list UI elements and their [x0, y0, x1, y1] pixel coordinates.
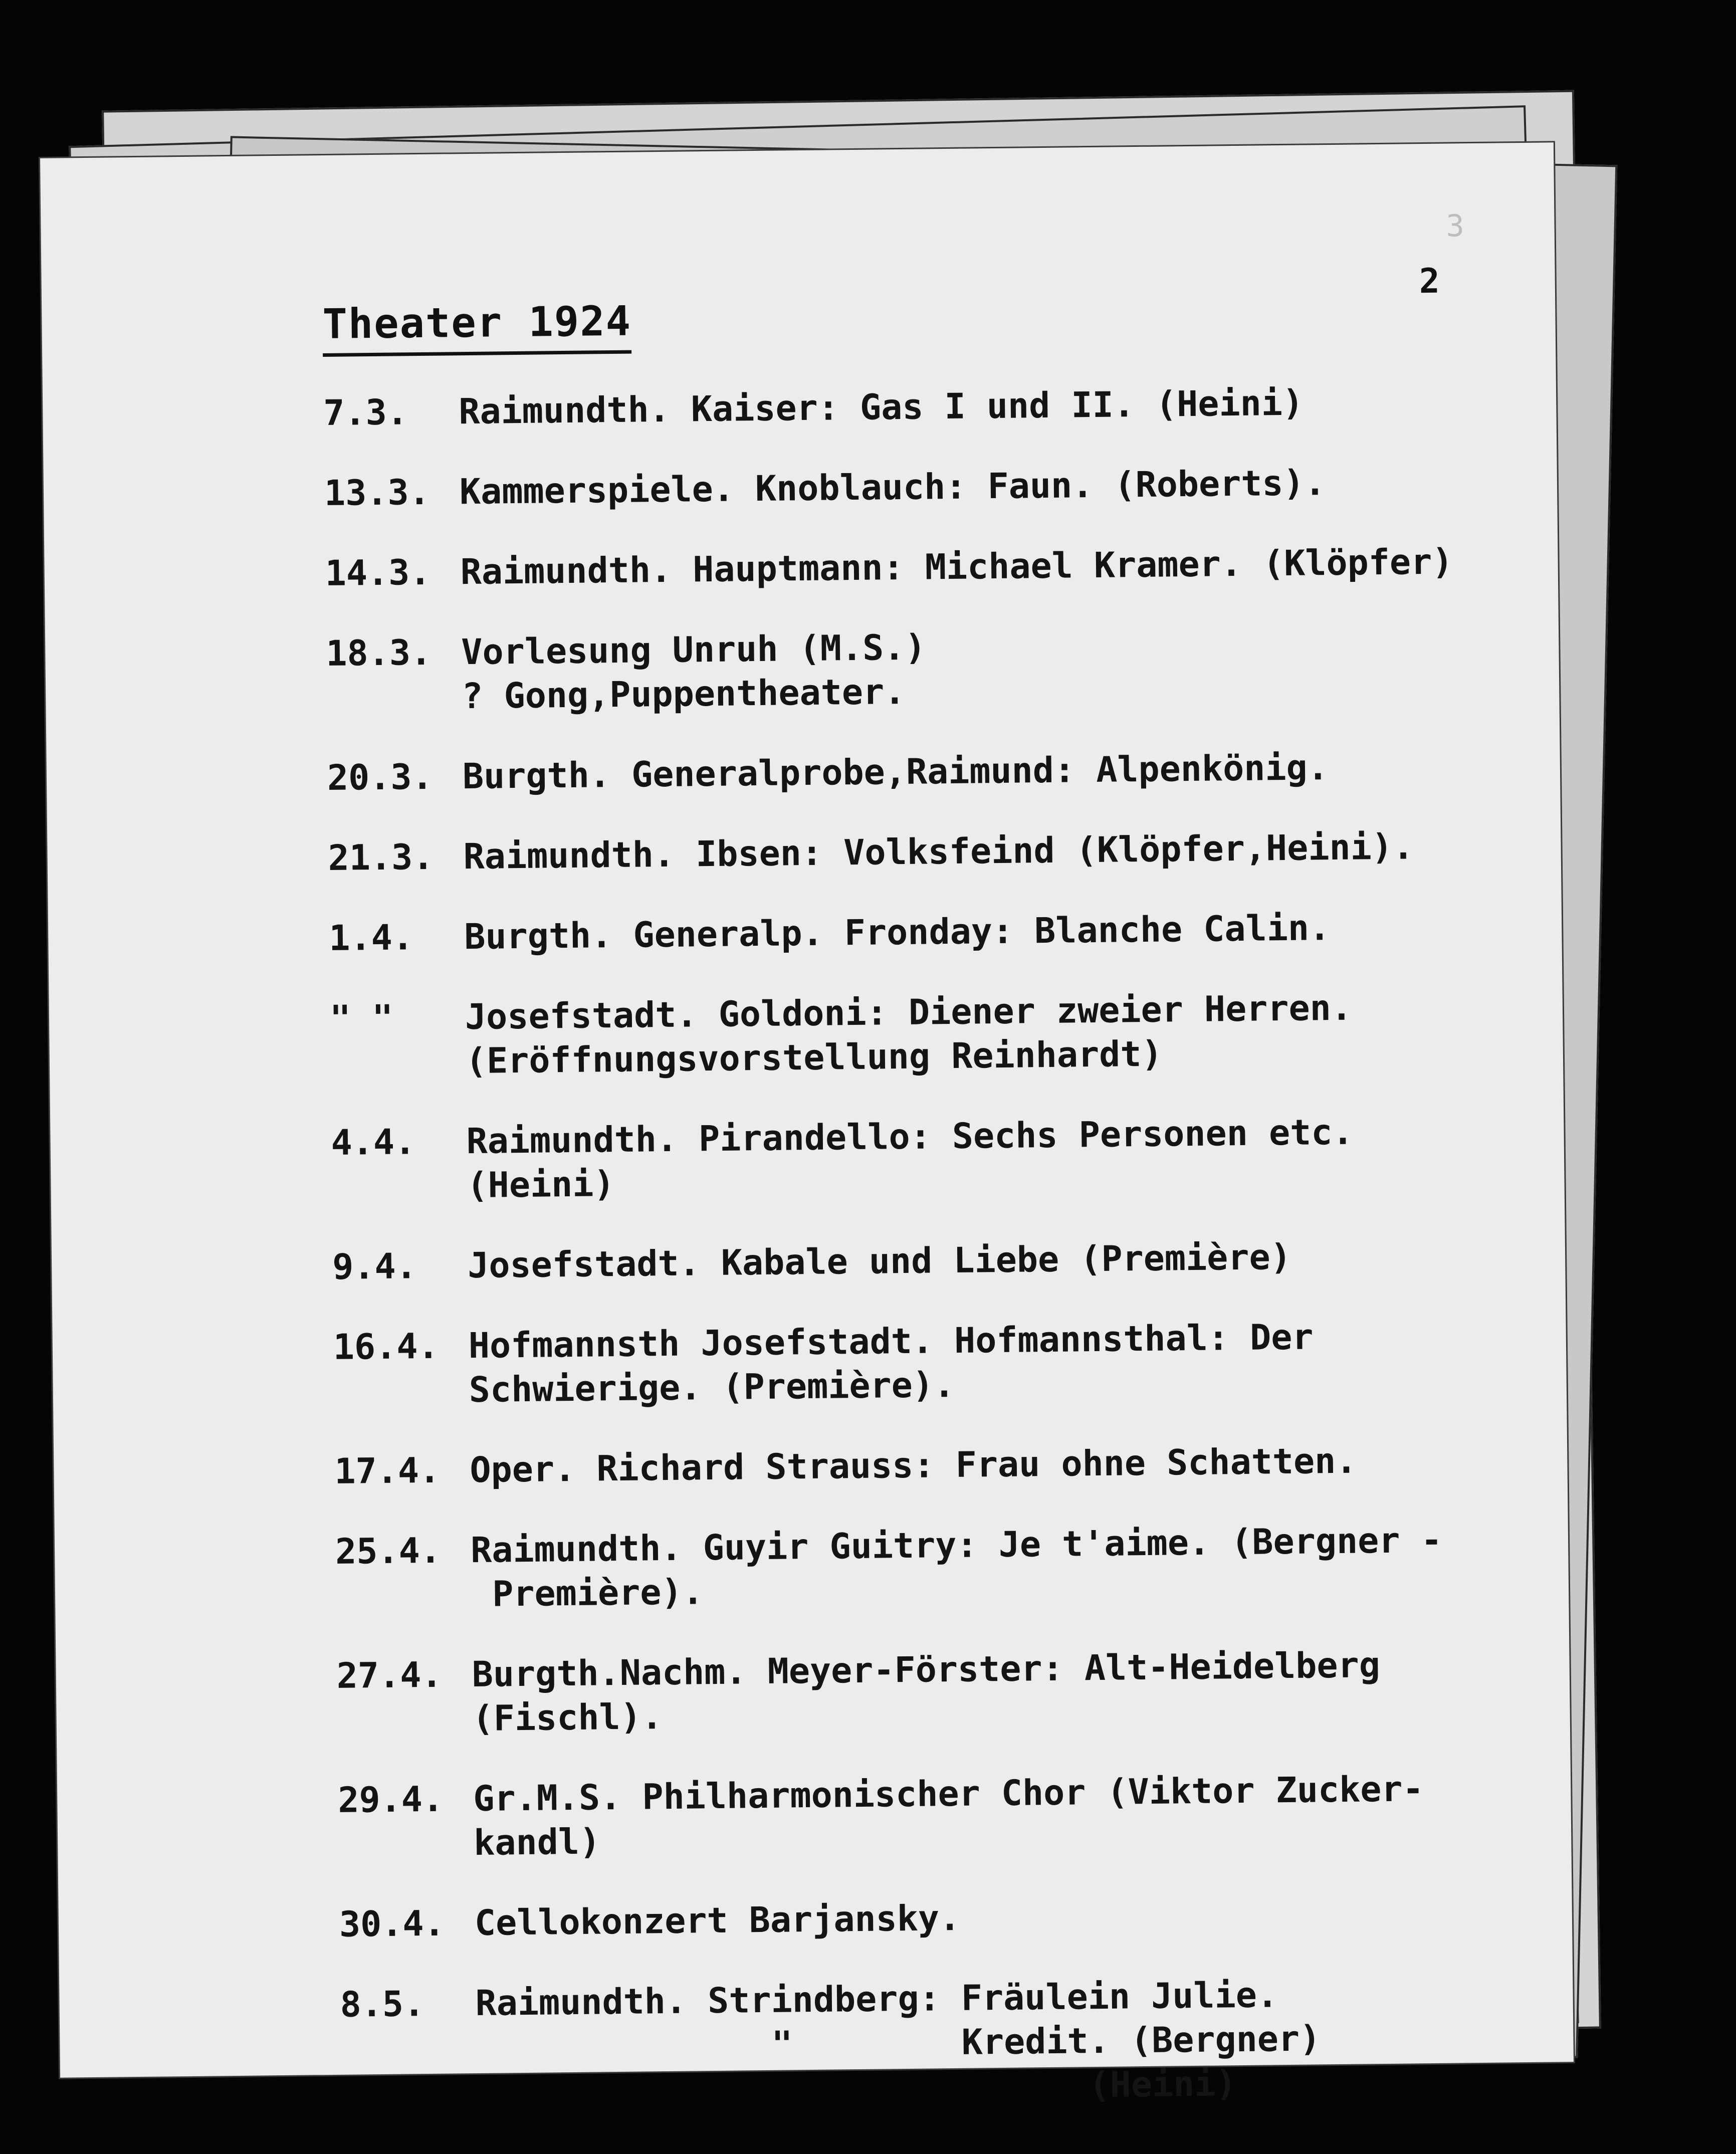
entry-text	[463, 823, 1511, 879]
entry-date: " "	[329, 997, 393, 1039]
entry-text	[471, 1517, 1519, 1616]
diary-entry	[332, 1232, 1515, 1289]
entry-text	[472, 1641, 1520, 1741]
diary-entry	[323, 378, 1506, 435]
entry-date: 29.4.	[337, 1778, 444, 1821]
entry-date: 13.3.	[324, 471, 430, 514]
entry-line: Kammerspiele. Knoblauch: Faun. (Roberts).	[459, 462, 1326, 513]
entry-text	[468, 1232, 1515, 1287]
entry-line: Première).	[471, 1571, 704, 1615]
diary-entry	[325, 539, 1508, 595]
entry-date: 20.3.	[327, 756, 433, 798]
entry-text	[468, 1313, 1516, 1412]
entry-text	[470, 1437, 1517, 1492]
page-number: 2	[1419, 261, 1440, 302]
entry-line: " Kredit. (Bergner)	[476, 2018, 1321, 2068]
entry-line: Burgth. Generalprobe,Raimund: Alpenkönig.	[462, 747, 1329, 797]
entry-text	[459, 378, 1506, 434]
entry-line: (Heini)	[467, 1163, 615, 1206]
entry-date: 8.5.	[340, 1983, 425, 2025]
typed-page	[40, 142, 1574, 2112]
diary-entry	[331, 1108, 1514, 1209]
entry-date: 4.4.	[331, 1121, 416, 1163]
entry-date: 9.4.	[332, 1245, 417, 1287]
entry-line: Raimundth. Guyir Guitry: Je t'aime. (Bergner -	[470, 1519, 1443, 1571]
entry-date: 25.4.	[335, 1530, 442, 1572]
entry-date: 27.4.	[336, 1654, 443, 1696]
diary-entry	[338, 1766, 1522, 1866]
diary-entry	[336, 1641, 1520, 1742]
entry-line: kandl)	[473, 1821, 601, 1864]
entry-text	[464, 904, 1512, 959]
diary-entry	[329, 904, 1512, 960]
entry-text	[465, 984, 1513, 1083]
entry-text	[475, 1970, 1524, 2113]
entry-text	[460, 539, 1508, 594]
diary-entry	[340, 1970, 1524, 2115]
entry-line: Gr.M.S. Philharmonischer Chor (Viktor Zucker-	[473, 1768, 1424, 1820]
page-title: Theater 1924	[322, 298, 632, 357]
diary-entry	[326, 619, 1509, 720]
entry-line: (Heini)	[476, 2063, 1237, 2112]
entry-line: Raimundth. Ibsen: Volksfeind (Klöpfer,Heini).	[463, 826, 1414, 878]
entry-line: Raimundth. Kaiser: Gas I und II. (Heini)	[458, 382, 1304, 433]
entry-line: Josefstadt. Goldoni: Diener zweier Herren.	[465, 987, 1353, 1038]
diary-entry	[333, 1313, 1516, 1413]
entry-line: ? Gong,Puppentheater.	[461, 671, 906, 717]
entry-line: Oper. Richard Strauss: Frau ohne Schatten.	[470, 1440, 1357, 1491]
entry-line: Josefstadt. Kabale und Liebe (Première)	[467, 1236, 1292, 1286]
entry-line: Schwierige. (Première).	[469, 1364, 955, 1411]
entry-date: 21.3.	[328, 836, 434, 879]
entry-line: Cellokonzert Barjansky.	[474, 1897, 961, 1944]
diary-entry	[335, 1517, 1519, 1618]
entry-line: Burgth. Generalp. Fronday: Blanche Calin.	[464, 907, 1331, 958]
diary-entry	[334, 1437, 1517, 1493]
entry-date: 17.4.	[334, 1449, 441, 1492]
entry-line: Hofmannsth Josefstadt. Hofmannsthal: Der	[468, 1316, 1314, 1367]
entry-date: 14.3.	[325, 551, 431, 594]
entry-text	[473, 1766, 1522, 1865]
entry-text	[474, 1890, 1522, 1945]
diary-entry	[330, 984, 1513, 1085]
entry-text	[463, 743, 1510, 798]
entry-date: 7.3.	[323, 391, 408, 434]
diary-entry	[327, 743, 1510, 800]
ghost-page-number: 3	[1446, 208, 1464, 244]
diary-entry	[328, 823, 1511, 880]
entry-date: 30.4.	[339, 1902, 446, 1945]
entry-date: 1.4.	[328, 917, 414, 959]
entry-line: Burgth.Nachm. Meyer-Förster: Alt-Heidelberg	[472, 1644, 1381, 1695]
entry-text	[466, 1108, 1514, 1207]
entry-line: (Fischl).	[472, 1696, 663, 1740]
entry-line: Vorlesung Unruh (M.S.)	[461, 626, 926, 673]
entry-line: Raimundth. Hauptmann: Michael Kramer. (Klöpfer)	[460, 541, 1453, 593]
entry-date: 16.4.	[333, 1325, 440, 1368]
entry-date: 18.3.	[325, 631, 432, 674]
entry-list	[323, 378, 1525, 2151]
entry-line: Raimundth. Pirandello: Sechs Personen etc.	[466, 1111, 1354, 1162]
diary-entry	[324, 459, 1507, 515]
diary-entry	[339, 1890, 1523, 1947]
entry-line: Raimundth. Strindberg: Fräulein Julie.	[475, 1974, 1278, 2024]
entry-text	[460, 459, 1507, 514]
entry-text	[461, 619, 1509, 718]
entry-line: (Eröffnungsvorstellung Reinhardt)	[465, 1033, 1163, 1082]
